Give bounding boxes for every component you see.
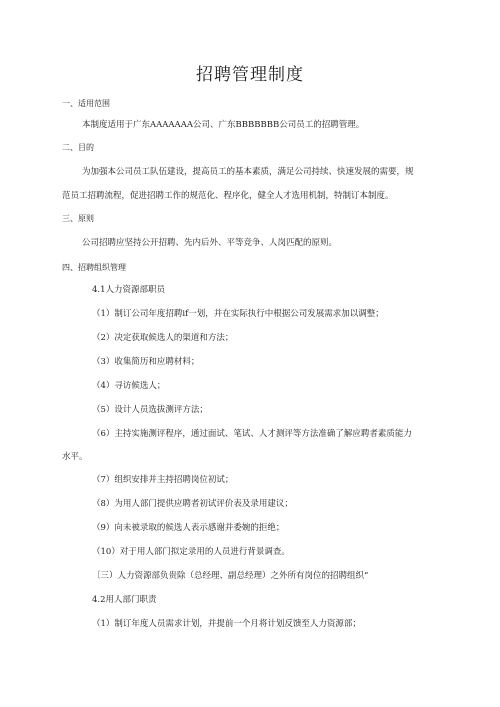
purpose-paragraph-line-2: 范员工招聘流程，促进招聘工作的规范化、程序化，健全人才选用机制，特制订本制度。	[62, 191, 394, 201]
hr-duty-item: （7）组织安排并主持招聘岗位初试；	[92, 475, 234, 485]
hr-duty-item: （1）制订公司年度招聘if一划，并在实际执行中根据公司发展需求加以调整；	[92, 309, 384, 319]
page-title: 招聘管理制度	[196, 65, 304, 85]
subsection-title-dept: 4.2用人部门职责	[92, 595, 157, 605]
purpose-paragraph-line-1: 为加强本公司员工队伍建设，提高员工的基本素质，满足公司持续、快速发展的需要，规	[82, 167, 414, 177]
hr-duty-item: （4）寻访候选人；	[92, 381, 166, 391]
hr-duty-item: （2）决定获取候选人的渠道和方法；	[92, 333, 234, 343]
hr-duty-item: （10）对于用人部门拟定录用的人员进行背景调查。	[92, 547, 290, 557]
hr-duty-item: （9）向未被录取的候选人表示感谢并委婉的拒绝；	[92, 523, 285, 533]
hr-duty-item: （3）收集简历和应聘材料；	[92, 357, 200, 367]
hr-duty-item: （8）为用人部门提供应聘者初试评价表及录用建议；	[92, 499, 293, 509]
subsection-title-hr: 4.1人力资源部职员	[92, 285, 166, 295]
scope-paragraph: 本制度适用于广东AAAAAAA公司、广东BBBBBBB公司员工的招聘管理。	[82, 120, 365, 130]
dept-duty-item: （1）制订年度人员需求计划，并提前一个月将计划反馈至人力资源部；	[92, 619, 361, 629]
section-heading-organization: 四、招聘组织管理	[62, 263, 126, 272]
section-heading-purpose: 二、目的	[62, 143, 94, 152]
section-heading-principle: 三、原则	[62, 214, 94, 223]
hr-duty-item: 〔三）人力资源部负贵除（总经理、副总经理）之外所有岗位的招聘组织“	[92, 571, 369, 581]
hr-duty-item: （5）设计人员选拔测评方法；	[92, 405, 208, 415]
hr-duty-item: （6）主持实施测评程序，通过面试、笔试、人才测评等方法准确了解应聘者素质能力	[92, 429, 412, 439]
section-heading-scope: 一、适用范围	[62, 99, 110, 108]
hr-duty-item-continuation: 水平。	[62, 452, 88, 462]
principle-paragraph: 公司招聘应坚持公开招聘、先内后外、平等竞争、人岗匹配的原则。	[82, 238, 338, 248]
